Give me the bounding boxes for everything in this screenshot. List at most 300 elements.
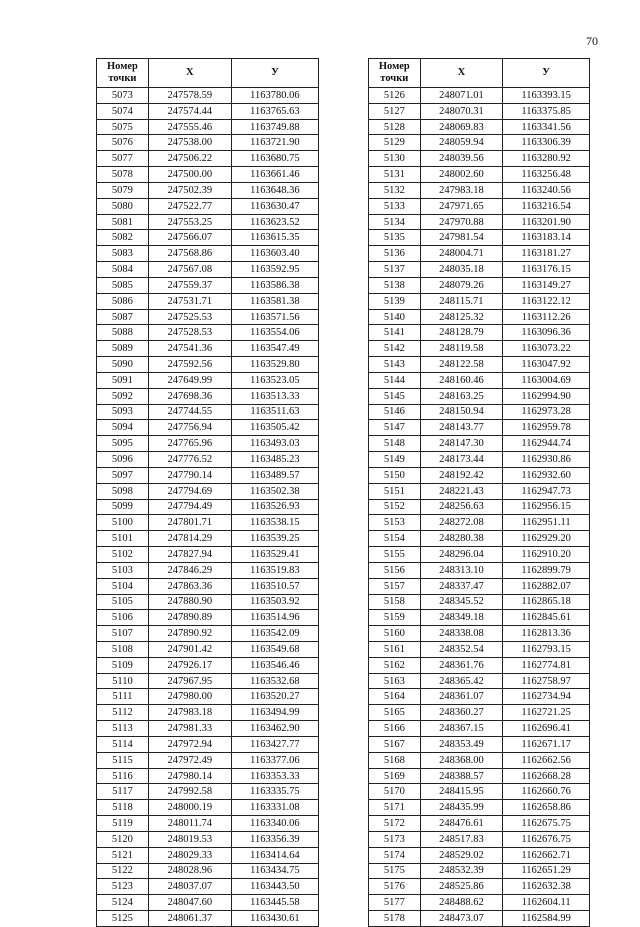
y-cell: 1163780.06 [231,88,318,104]
x-cell: 247863.36 [148,578,231,594]
x-cell: 247531.71 [148,293,231,309]
y-cell: 1163510.57 [231,578,318,594]
table-row [369,641,590,657]
table-row [97,182,319,198]
table-row [97,357,319,373]
point-number-cell: 5093 [97,404,149,420]
point-number-cell: 5077 [97,151,149,167]
point-number-cell: 5088 [97,325,149,341]
y-cell: 1163443.50 [231,879,318,895]
y-cell: 1163485.23 [231,452,318,468]
table-row [369,515,590,531]
point-number-cell: 5144 [369,372,421,388]
x-cell: 248019.53 [148,831,231,847]
table-row [369,752,590,768]
x-cell: 247970.88 [420,214,503,230]
point-number-header [369,59,421,88]
y-cell: 1163353.33 [231,768,318,784]
point-number-cell: 5116 [97,768,149,784]
y-cell: 1162973.28 [503,404,590,420]
x-cell: 248160.46 [420,372,503,388]
table-row [97,277,319,293]
table-row [97,483,319,499]
table-row [97,610,319,626]
table-row [369,293,590,309]
point-number-cell: 5113 [97,721,149,737]
y-cell: 1163603.40 [231,246,318,262]
point-number-cell: 5154 [369,531,421,547]
x-cell: 247502.39 [148,182,231,198]
y-cell: 1162584.99 [503,911,590,927]
table-row [97,863,319,879]
x-cell: 248079.26 [420,277,503,293]
point-number-cell: 5132 [369,182,421,198]
table-row [97,831,319,847]
x-cell: 247566.07 [148,230,231,246]
point-number-cell: 5174 [369,847,421,863]
point-number-cell: 5079 [97,182,149,198]
point-number-cell: 5135 [369,230,421,246]
x-cell: 247538.00 [148,135,231,151]
point-number-cell: 5101 [97,531,149,547]
point-number-cell: 5087 [97,309,149,325]
point-number-cell: 5082 [97,230,149,246]
table-row [369,167,590,183]
y-cell: 1163306.39 [503,135,590,151]
y-cell: 1162932.60 [503,467,590,483]
table-row [97,689,319,705]
x-cell: 247980.14 [148,768,231,784]
point-number-cell: 5140 [369,309,421,325]
x-cell: 248517.83 [420,831,503,847]
table-row [369,705,590,721]
point-number-cell: 5108 [97,641,149,657]
x-cell: 247972.49 [148,752,231,768]
y-cell: 1162929.20 [503,531,590,547]
point-number-header [97,59,149,88]
x-cell: 248061.37 [148,911,231,927]
point-number-cell: 5111 [97,689,149,705]
y-cell: 1162845.61 [503,610,590,626]
x-cell: 248071.01 [420,88,503,104]
x-cell: 248256.63 [420,499,503,515]
table-row [369,357,590,373]
y-cell: 1163122.12 [503,293,590,309]
x-cell: 247926.17 [148,657,231,673]
table-row [97,103,319,119]
point-number-cell: 5106 [97,610,149,626]
y-cell: 1162910.20 [503,547,590,563]
table-row [97,325,319,341]
point-number-cell: 5152 [369,499,421,515]
point-number-cell: 5076 [97,135,149,151]
table-row [97,372,319,388]
x-cell: 247790.14 [148,467,231,483]
x-cell: 248352.54 [420,641,503,657]
y-cell: 1163721.90 [231,135,318,151]
y-cell: 1163176.15 [503,262,590,278]
point-number-cell: 5110 [97,673,149,689]
point-number-cell: 5125 [97,911,149,927]
x-cell: 247541.36 [148,341,231,357]
point-number-cell: 5165 [369,705,421,721]
point-number-cell: 5126 [369,88,421,104]
y-cell: 1162899.79 [503,562,590,578]
table-row [97,388,319,404]
point-number-header-line1: Номер [378,61,410,72]
y-cell: 1162944.74 [503,436,590,452]
y-cell: 1162959.78 [503,420,590,436]
x-cell: 248221.43 [420,483,503,499]
point-number-cell: 5127 [369,103,421,119]
y-cell: 1162865.18 [503,594,590,610]
point-number-cell: 5107 [97,626,149,642]
x-cell: 248119.58 [420,341,503,357]
table-row [369,895,590,911]
y-header: У [503,59,590,88]
point-number-cell: 5137 [369,262,421,278]
x-cell: 248000.19 [148,800,231,816]
table-row [369,626,590,642]
table-row [97,404,319,420]
x-cell: 248337.47 [420,578,503,594]
x-cell: 248028.96 [148,863,231,879]
point-number-cell: 5170 [369,784,421,800]
x-cell: 247846.29 [148,562,231,578]
table-row [97,420,319,436]
y-cell: 1163445.58 [231,895,318,911]
point-number-header-line1: Номер [106,61,138,72]
x-cell: 247983.18 [420,182,503,198]
x-cell: 248349.18 [420,610,503,626]
y-cell: 1163493.03 [231,436,318,452]
table-row [97,309,319,325]
x-cell: 247776.52 [148,452,231,468]
x-cell: 248338.08 [420,626,503,642]
table-row [97,515,319,531]
x-cell: 247698.36 [148,388,231,404]
table-row [369,214,590,230]
point-number-cell: 5092 [97,388,149,404]
table-row [97,879,319,895]
table-row [369,531,590,547]
y-cell: 1162793.15 [503,641,590,657]
point-number-cell: 5150 [369,467,421,483]
y-cell: 1163526.93 [231,499,318,515]
point-number-cell: 5129 [369,135,421,151]
x-cell: 247765.96 [148,436,231,452]
point-number-cell: 5105 [97,594,149,610]
table-row [97,293,319,309]
point-number-cell: 5078 [97,167,149,183]
y-cell: 1163280.92 [503,151,590,167]
y-cell: 1163375.85 [503,103,590,119]
point-number-cell: 5117 [97,784,149,800]
x-cell: 248473.07 [420,911,503,927]
x-cell: 247553.25 [148,214,231,230]
y-cell: 1163331.08 [231,800,318,816]
x-cell: 248435.99 [420,800,503,816]
point-number-cell: 5166 [369,721,421,737]
x-cell: 248122.58 [420,357,503,373]
x-cell: 248360.27 [420,705,503,721]
x-cell: 248529.02 [420,847,503,863]
table-row [369,436,590,452]
y-cell: 1163630.47 [231,198,318,214]
table-row [369,721,590,737]
table-row [369,325,590,341]
point-number-cell: 5098 [97,483,149,499]
x-cell: 248313.10 [420,562,503,578]
y-cell: 1163749.88 [231,119,318,135]
y-cell: 1163341.56 [503,119,590,135]
coordinates-table-left [96,58,319,927]
x-cell: 248115.71 [420,293,503,309]
table-row [369,562,590,578]
y-cell: 1163680.75 [231,151,318,167]
point-number-cell: 5159 [369,610,421,626]
table-row [369,594,590,610]
x-cell: 248525.86 [420,879,503,895]
point-number-cell: 5155 [369,547,421,563]
y-cell: 1163542.09 [231,626,318,642]
x-cell: 248039.56 [420,151,503,167]
x-cell: 247901.42 [148,641,231,657]
point-number-cell: 5161 [369,641,421,657]
table-row [369,847,590,863]
x-cell: 247972.94 [148,736,231,752]
x-cell: 247567.08 [148,262,231,278]
y-cell: 1162658.86 [503,800,590,816]
y-cell: 1163356.39 [231,831,318,847]
y-cell: 1163765.63 [231,103,318,119]
y-cell: 1163514.96 [231,610,318,626]
table-row [369,863,590,879]
table-row [369,246,590,262]
point-number-cell: 5121 [97,847,149,863]
table-row [369,420,590,436]
y-cell: 1163340.06 [231,816,318,832]
table-row [97,341,319,357]
y-cell: 1163216.54 [503,198,590,214]
table-row [97,214,319,230]
point-number-cell: 5091 [97,372,149,388]
y-cell: 1163549.68 [231,641,318,657]
x-cell: 248345.52 [420,594,503,610]
point-number-cell: 5130 [369,151,421,167]
x-cell: 247992.58 [148,784,231,800]
table-row [369,689,590,705]
x-cell: 247525.53 [148,309,231,325]
point-number-cell: 5160 [369,626,421,642]
y-cell: 1163256.48 [503,167,590,183]
point-number-cell: 5143 [369,357,421,373]
table-row [369,800,590,816]
x-cell: 247801.71 [148,515,231,531]
table-row [97,657,319,673]
table-row [97,436,319,452]
point-number-cell: 5122 [97,863,149,879]
x-cell: 248047.60 [148,895,231,911]
y-cell: 1163547.49 [231,341,318,357]
table-row [369,404,590,420]
point-number-cell: 5095 [97,436,149,452]
point-number-cell: 5080 [97,198,149,214]
x-cell: 248037.07 [148,879,231,895]
y-cell: 1162721.25 [503,705,590,721]
point-number-cell: 5136 [369,246,421,262]
y-cell: 1163462.90 [231,721,318,737]
x-cell: 247880.90 [148,594,231,610]
x-cell: 248368.00 [420,752,503,768]
table-row [97,847,319,863]
y-cell: 1163648.36 [231,182,318,198]
table-row [369,119,590,135]
point-number-cell: 5167 [369,736,421,752]
table-row [369,103,590,119]
table-row [369,768,590,784]
table-row [97,562,319,578]
x-cell: 247967.95 [148,673,231,689]
x-cell: 247756.94 [148,420,231,436]
table-row [369,879,590,895]
x-cell: 248029.33 [148,847,231,863]
y-cell: 1163502.38 [231,483,318,499]
y-cell: 1162882.07 [503,578,590,594]
table-row [369,547,590,563]
y-cell: 1163183.14 [503,230,590,246]
table-row [369,372,590,388]
point-number-cell: 5083 [97,246,149,262]
y-cell: 1163523.05 [231,372,318,388]
x-cell: 248004.71 [420,246,503,262]
x-cell: 247578.59 [148,88,231,104]
point-number-cell: 5151 [369,483,421,499]
x-cell: 247574.44 [148,103,231,119]
y-cell: 1162604.11 [503,895,590,911]
table-row [97,911,319,927]
point-number-cell: 5120 [97,831,149,847]
y-cell: 1163538.15 [231,515,318,531]
point-number-cell: 5157 [369,578,421,594]
y-cell: 1163494.99 [231,705,318,721]
x-cell: 247983.18 [148,705,231,721]
table-row [97,119,319,135]
table-row [369,309,590,325]
point-number-cell: 5158 [369,594,421,610]
point-number-header-line2: точки [108,73,137,84]
y-cell: 1162930.86 [503,452,590,468]
table-row [97,673,319,689]
table-row [97,736,319,752]
table-row [369,816,590,832]
table-row [97,531,319,547]
table-row [97,167,319,183]
x-cell: 248361.07 [420,689,503,705]
x-cell: 248143.77 [420,420,503,436]
point-number-cell: 5086 [97,293,149,309]
table-row [369,277,590,293]
point-number-cell: 5133 [369,198,421,214]
x-cell: 248150.94 [420,404,503,420]
y-cell: 1163532.68 [231,673,318,689]
x-cell: 247971.65 [420,198,503,214]
table-row [369,784,590,800]
point-number-cell: 5081 [97,214,149,230]
point-number-cell: 5147 [369,420,421,436]
point-number-cell: 5138 [369,277,421,293]
point-number-cell: 5094 [97,420,149,436]
y-cell: 1163004.69 [503,372,590,388]
table-row [369,262,590,278]
table-row [369,135,590,151]
coordinates-table-right [368,58,590,927]
y-cell: 1162668.28 [503,768,590,784]
point-number-cell: 5168 [369,752,421,768]
y-cell: 1163581.38 [231,293,318,309]
point-number-cell: 5075 [97,119,149,135]
y-cell: 1162662.56 [503,752,590,768]
y-cell: 1163201.90 [503,214,590,230]
table-row [97,262,319,278]
point-number-header-line2: точки [380,73,409,84]
page-number: 70 [586,34,598,48]
table-row [97,467,319,483]
table-row [369,182,590,198]
y-cell: 1163149.27 [503,277,590,293]
x-cell: 247592.56 [148,357,231,373]
y-cell: 1163592.95 [231,262,318,278]
x-cell: 247794.49 [148,499,231,515]
point-number-cell: 5156 [369,562,421,578]
table-row [369,452,590,468]
point-number-cell: 5145 [369,388,421,404]
table-header-row [369,59,590,88]
point-number-cell: 5149 [369,452,421,468]
point-number-cell: 5124 [97,895,149,911]
point-number-cell: 5164 [369,689,421,705]
point-number-cell: 5109 [97,657,149,673]
table-body-right [369,88,590,927]
table-row [97,578,319,594]
x-cell: 248280.38 [420,531,503,547]
point-number-cell: 5169 [369,768,421,784]
x-cell: 247500.00 [148,167,231,183]
x-cell: 247568.86 [148,246,231,262]
x-cell: 248532.39 [420,863,503,879]
y-cell: 1162956.15 [503,499,590,515]
y-cell: 1162951.11 [503,515,590,531]
x-cell: 248059.94 [420,135,503,151]
x-cell: 247980.00 [148,689,231,705]
y-cell: 1162632.38 [503,879,590,895]
y-cell: 1163539.25 [231,531,318,547]
table-row [97,641,319,657]
y-cell: 1162774.81 [503,657,590,673]
point-number-cell: 5096 [97,452,149,468]
table-row [97,88,319,104]
point-number-cell: 5100 [97,515,149,531]
x-cell: 247981.33 [148,721,231,737]
y-cell: 1163511.63 [231,404,318,420]
point-number-cell: 5118 [97,800,149,816]
y-cell: 1162651.29 [503,863,590,879]
x-cell: 247744.55 [148,404,231,420]
point-number-cell: 5089 [97,341,149,357]
table-row [97,705,319,721]
point-number-cell: 5090 [97,357,149,373]
point-number-cell: 5114 [97,736,149,752]
